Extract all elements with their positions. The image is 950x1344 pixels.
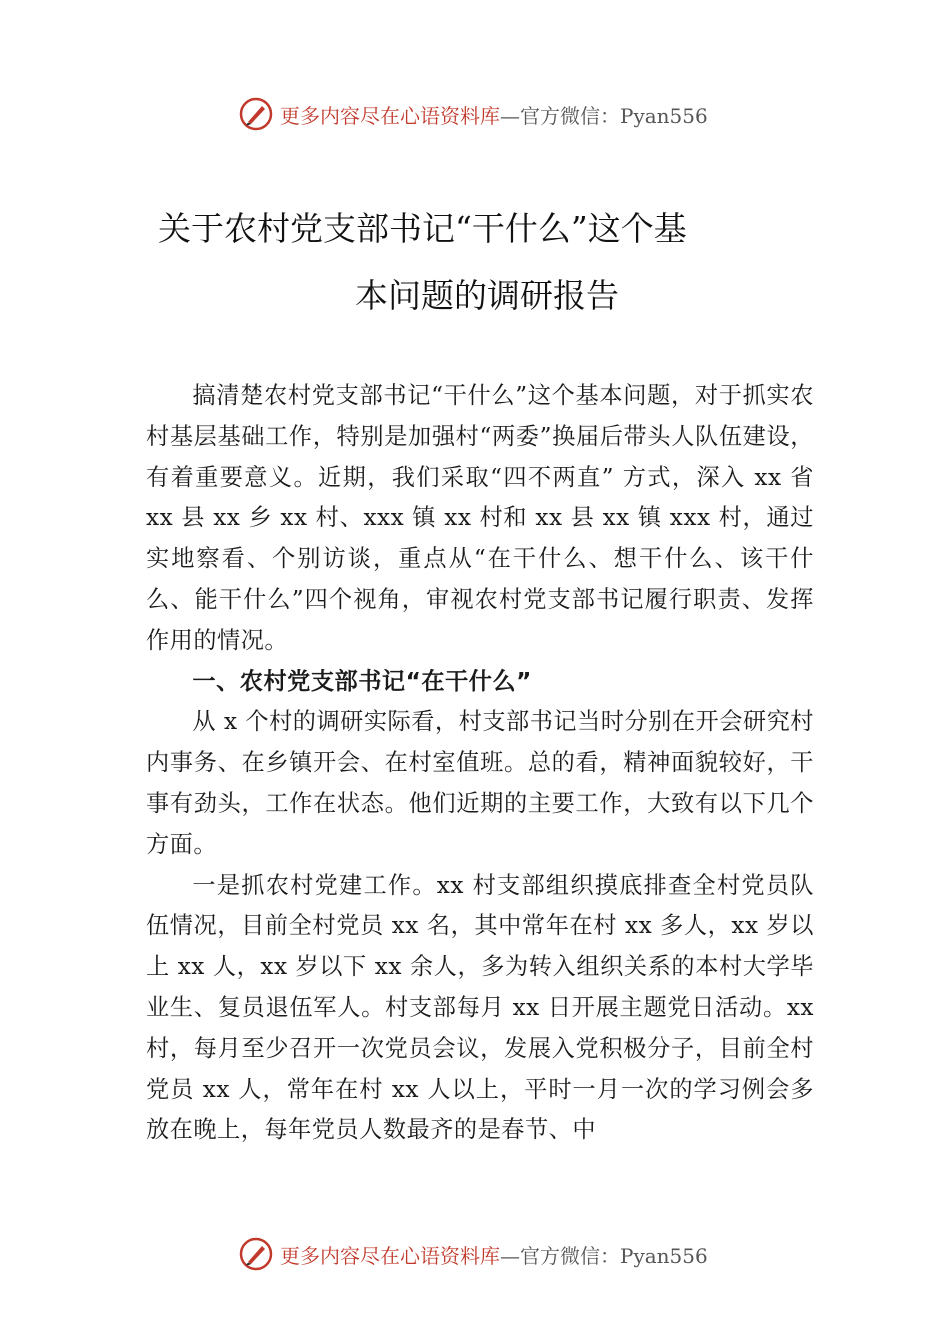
footer-banner-text <box>280 1240 708 1269</box>
banner-dash: — <box>500 103 520 128</box>
document-title-line1: 关于农村党支部书记“干什么”这个基 <box>158 209 687 248</box>
section1-heading: 一、农村党支部书记“在干什么” <box>192 667 532 695</box>
brush-circle-logo-icon <box>238 96 274 132</box>
footer-dash: — <box>500 1243 520 1268</box>
header-banner <box>238 92 758 136</box>
intro-paragraph: 搞清楚农村党支部书记“干什么”这个基本问题，对于抓实农村基层基础工作，特别是加强村“两委”换届后带头人队伍建设，有着重要意义。近期，我们采取“四不两直” 方式，深入 xx 省 xx 县 xx 乡 xx 村、xxx 镇 xx 村和 xx 县 xx 镇 xxx 村，通过实地察看、个别访谈，重点从“在干什么、想干什么、该干什么、能干什么”四个视角，审视农村党支部书记履行职责、发挥作用的情况。 <box>146 382 814 654</box>
document-title-line2: 本问题的调研报告 <box>355 276 619 315</box>
document-body <box>146 376 814 1151</box>
banner-text <box>280 100 708 129</box>
footer-banner <box>238 1232 758 1276</box>
banner-id: Pyan556 <box>620 103 708 128</box>
footer-main-text: 更多内容尽在心语资料库 <box>280 1243 500 1268</box>
banner-label: 官方微信： <box>520 103 620 128</box>
footer-id: Pyan556 <box>620 1243 708 1268</box>
banner-main-text: 更多内容尽在心语资料库 <box>280 103 500 128</box>
footer-label: 官方微信： <box>520 1243 620 1268</box>
brush-circle-logo-icon <box>238 1236 274 1272</box>
section1-paragraph1: 从 x 个村的调研实际看，村支部书记当时分别在开会研究村内事务、在乡镇开会、在村室值班。总的看，精神面貌较好，干事有劲头，工作在状态。他们近期的主要工作，大致有以下几个方面。 <box>146 708 814 858</box>
section1-paragraph2: 一是抓农村党建工作。xx 村支部组织摸底排查全村党员队伍情况，目前全村党员 xx 名，其中常年在村 xx 多人，xx 岁以上 xx 人，xx 岁以下 xx 余人，多为转入组织关系的本村大学毕业生、复员退伍军人。村支部每月 xx 日开展主题党日活动。xx 村，每月至少召开一次党员会议，发展入党积极分子，目前全村党员 xx 人，常年在村 xx 人以上，平时一月一次的学习例会多放在晚上，每年党员人数最齐的是春节、中 <box>146 871 814 1144</box>
